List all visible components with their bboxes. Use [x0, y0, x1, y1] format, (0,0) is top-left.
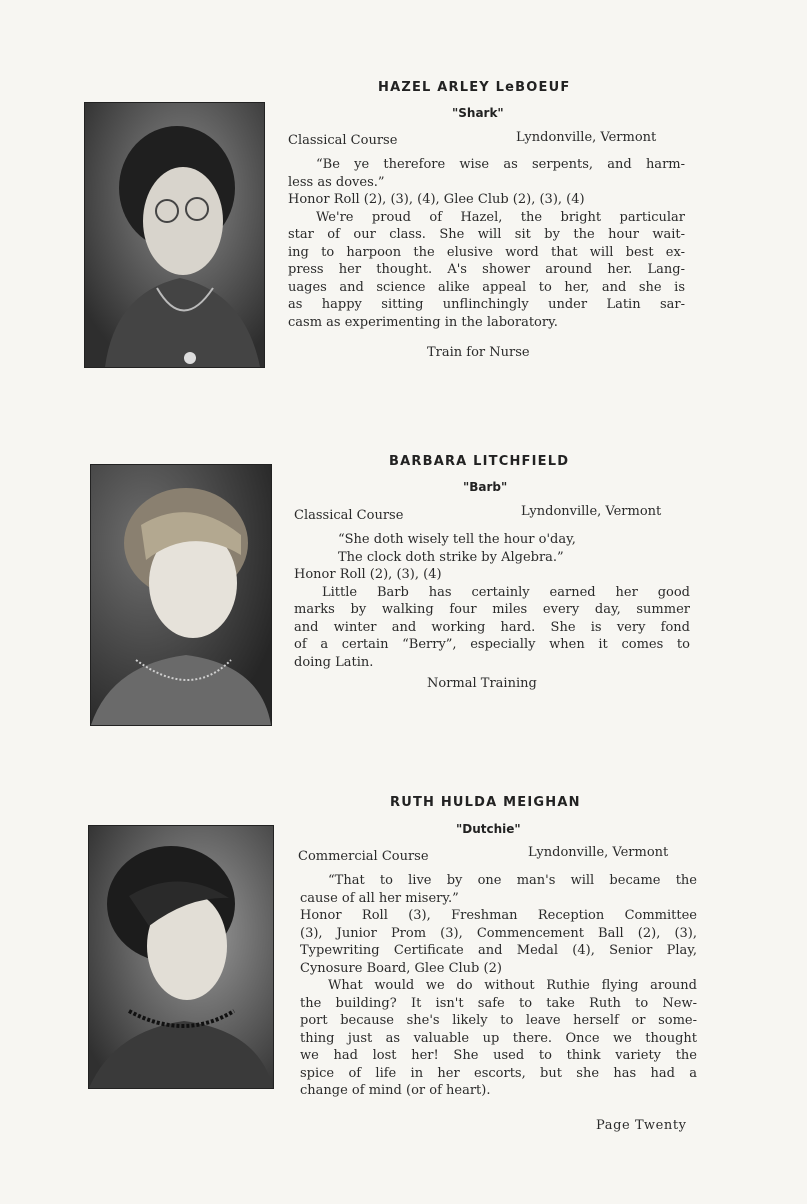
- bio-line: spice of life in her escorts, but she has had a: [300, 1065, 697, 1081]
- student-name: BARBARA LITCHFIELD: [389, 454, 570, 469]
- student-nickname: "Dutchie": [456, 822, 521, 836]
- bio-line: Honor Roll (2), (3), (4): [294, 567, 442, 582]
- bio-line: Honor Roll (2), (3), (4), Glee Club (2), (3), (4): [288, 192, 585, 207]
- bio-line: What would we do without Ruthie flying around: [328, 978, 697, 993]
- page-number: Page Twenty: [596, 1118, 687, 1133]
- bio-line: change of mind (or of heart).: [300, 1083, 491, 1098]
- bio-line: ing to harpoon the elusive word that will best ex-: [288, 244, 685, 260]
- student-name: RUTH HULDA MEIGHAN: [390, 795, 581, 810]
- bio-line: the building? It isn't safe to take Ruth to New-: [300, 995, 697, 1011]
- bio-line: less as doves.”: [288, 174, 385, 190]
- bio-line: The clock doth strike by Algebra.”: [338, 549, 564, 565]
- bio-line: as happy sitting unflinchingly under Latin sar-: [288, 297, 685, 312]
- future-plan: Normal Training: [427, 676, 537, 691]
- bio-line: thing just as valuable up there. Once we thought: [300, 1030, 697, 1046]
- student-name: HAZEL ARLEY LeBOEUF: [378, 80, 571, 95]
- student-nickname: "Shark": [452, 106, 504, 120]
- bio-line: (3), Junior Prom (3), Commencement Ball (2), (3),: [300, 925, 697, 941]
- bio-line: Typewriting Certificate and Medal (4), Senior Play,: [300, 943, 697, 958]
- bio-line: cause of all her misery.”: [300, 890, 459, 906]
- bio-line: doing Latin.: [294, 654, 374, 670]
- biography-text: [300, 872, 697, 1100]
- bio-line: marks by walking four miles every day, summer: [294, 602, 690, 617]
- bio-line: “That to live by one man's will became the: [328, 873, 697, 888]
- hometown-label: Lyndonville, Vermont: [516, 130, 657, 145]
- bio-line: Little Barb has certainly earned her good: [322, 584, 690, 600]
- portrait-photo: [88, 825, 274, 1089]
- bio-line: casm as experimenting in the laboratory.: [288, 314, 558, 330]
- course-label: Classical Course: [288, 133, 398, 148]
- bio-line: we had lost her! She used to think variety the: [300, 1048, 697, 1063]
- bio-line: press her thought. A's shower around her. Lang-: [288, 262, 685, 277]
- bio-line: “Be ye therefore wise as serpents, and harm-: [316, 157, 685, 172]
- bio-line: “She doth wisely tell the hour o'day,: [338, 532, 576, 547]
- bio-line: port because she's likely to leave herself or some-: [300, 1013, 697, 1028]
- student-nickname: "Barb": [463, 480, 508, 494]
- course-label: Commercial Course: [298, 849, 429, 864]
- bio-line: and winter and working hard. She is very fond: [294, 619, 690, 635]
- biography-text: [294, 531, 690, 671]
- bio-line: uages and science alike appeal to her, and she is: [288, 279, 685, 295]
- biography-text: [288, 156, 685, 331]
- bio-line: of a certain “Berry”, especially when it comes to: [294, 637, 690, 652]
- bio-line: Cynosure Board, Glee Club (2): [300, 960, 502, 976]
- hometown-label: Lyndonville, Vermont: [521, 504, 662, 519]
- hometown-label: Lyndonville, Vermont: [528, 845, 669, 860]
- bio-line: star of our class. She will sit by the hour wait-: [288, 227, 685, 242]
- course-label: Classical Course: [294, 508, 404, 523]
- portrait-photo: [90, 464, 272, 726]
- bio-line: Honor Roll (3), Freshman Reception Committee: [300, 908, 697, 923]
- portrait-photo: [84, 102, 265, 368]
- future-plan: Train for Nurse: [427, 345, 530, 360]
- bio-line: We're proud of Hazel, the bright particular: [316, 209, 685, 225]
